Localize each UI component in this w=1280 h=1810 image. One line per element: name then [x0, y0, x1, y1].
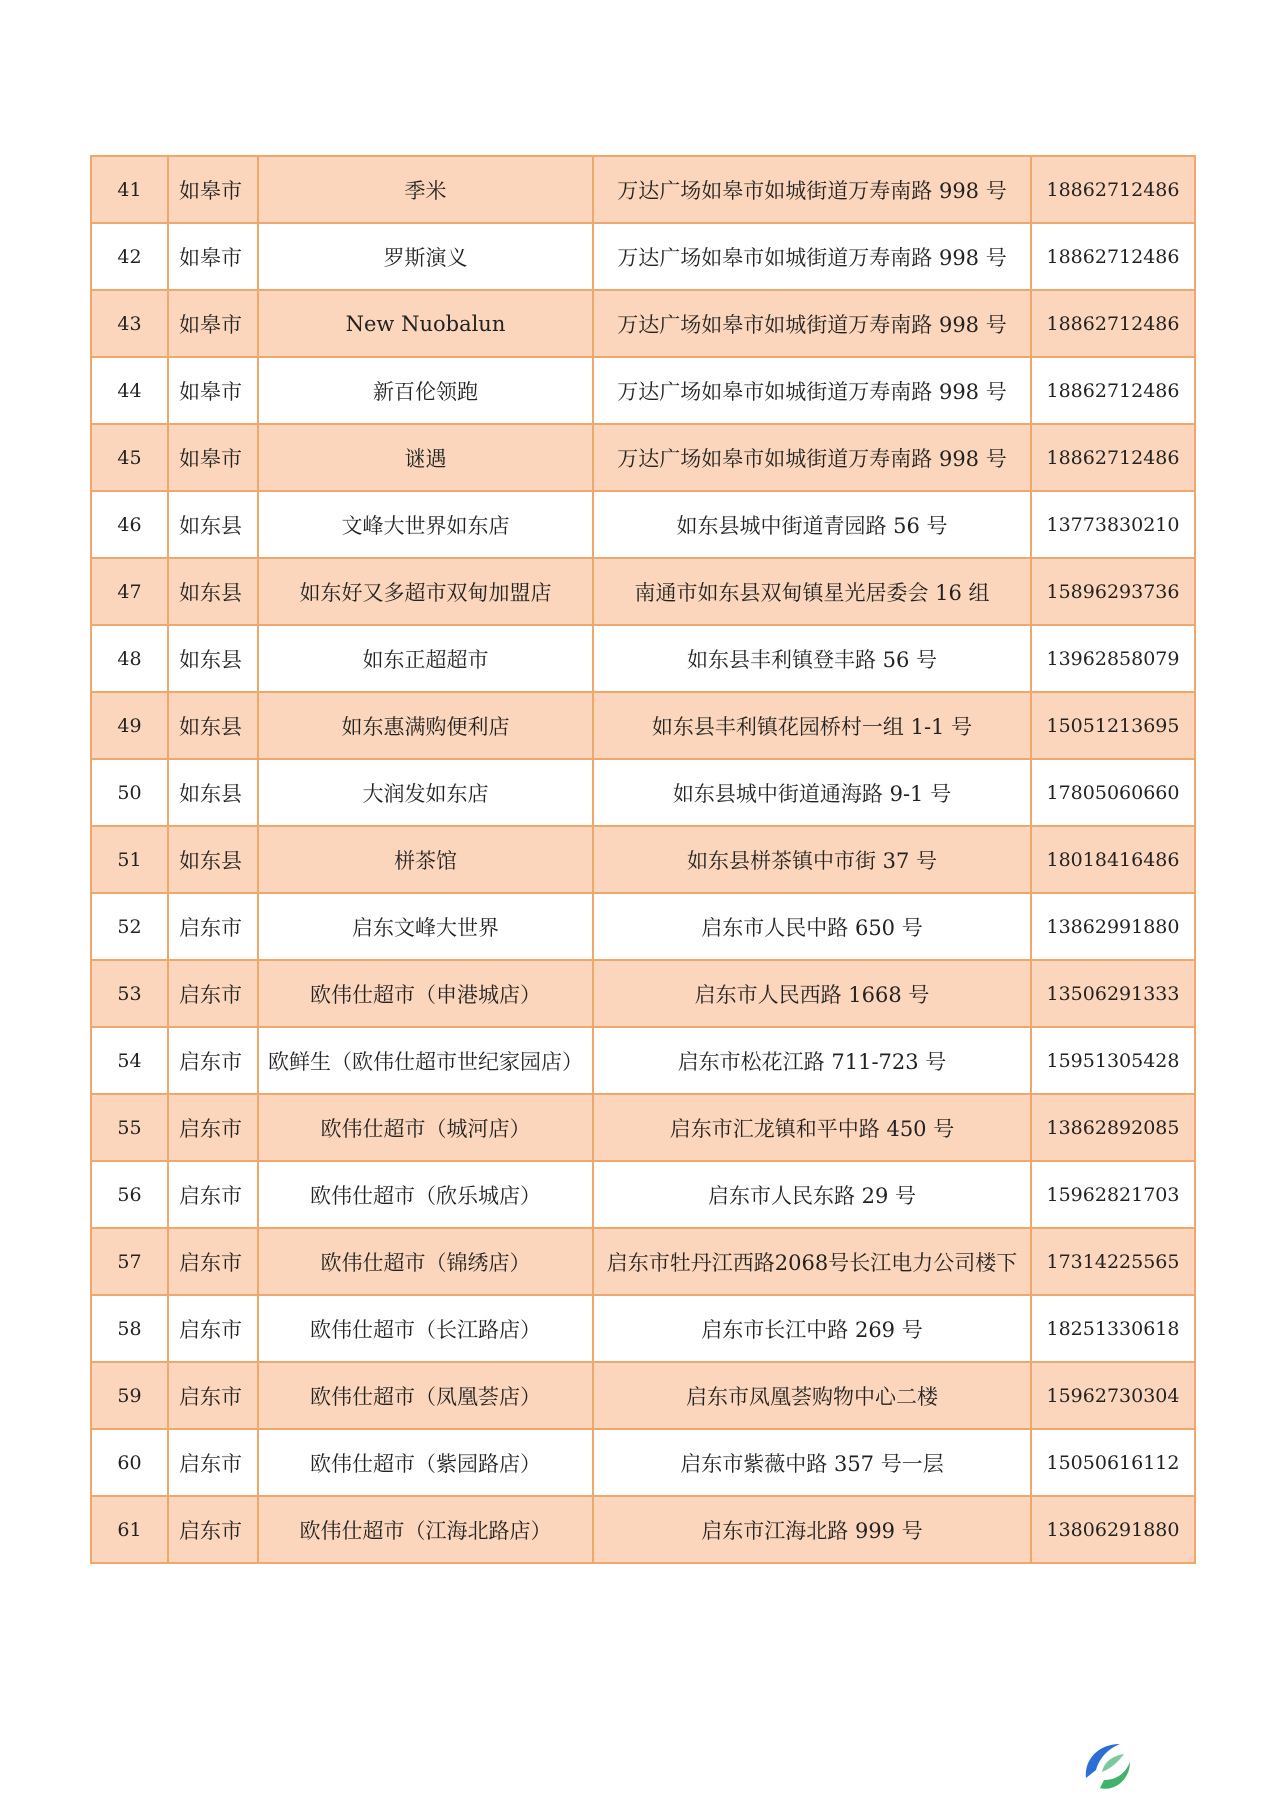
- row-number: 45: [91, 424, 168, 491]
- row-number: 59: [91, 1362, 168, 1429]
- logo-inner-leaf: [1102, 1754, 1124, 1772]
- row-city: 启东市: [168, 1362, 258, 1429]
- table-row: [91, 424, 1195, 491]
- row-city: 如皋市: [168, 223, 258, 290]
- row-address: 万达广场如皋市如城街道万寿南路 998 号: [593, 290, 1031, 357]
- row-store-name: New Nuobalun: [258, 290, 593, 357]
- row-city: 如东县: [168, 558, 258, 625]
- row-city: 启东市: [168, 960, 258, 1027]
- row-address: 启东市牡丹江西路2068号长江电力公司楼下: [593, 1228, 1031, 1295]
- row-city: 如东县: [168, 826, 258, 893]
- table-row: [91, 1027, 1195, 1094]
- row-store-name: 欧伟仕超市（申港城店）: [258, 960, 593, 1027]
- row-phone: 15051213695: [1031, 692, 1195, 759]
- row-number: 58: [91, 1295, 168, 1362]
- row-address: 如东县丰利镇花园桥村一组 1-1 号: [593, 692, 1031, 759]
- row-phone: 15050616112: [1031, 1429, 1195, 1496]
- row-city: 启东市: [168, 1161, 258, 1228]
- table-row: [91, 290, 1195, 357]
- row-city: 如东县: [168, 625, 258, 692]
- table-row: [91, 156, 1195, 223]
- row-city: 如东县: [168, 759, 258, 826]
- row-address: 万达广场如皋市如城街道万寿南路 998 号: [593, 424, 1031, 491]
- row-phone: 18251330618: [1031, 1295, 1195, 1362]
- row-store-name: 文峰大世界如东店: [258, 491, 593, 558]
- row-city: 启东市: [168, 1496, 258, 1563]
- row-city: 启东市: [168, 1295, 258, 1362]
- row-number: 41: [91, 156, 168, 223]
- row-number: 56: [91, 1161, 168, 1228]
- row-phone: 17314225565: [1031, 1228, 1195, 1295]
- row-number: 46: [91, 491, 168, 558]
- row-store-name: 欧伟仕超市（凤凰荟店）: [258, 1362, 593, 1429]
- store-table: [90, 155, 1196, 1564]
- row-store-name: 欧伟仕超市（长江路店）: [258, 1295, 593, 1362]
- row-phone: 13962858079: [1031, 625, 1195, 692]
- row-phone: 18862712486: [1031, 357, 1195, 424]
- row-number: 48: [91, 625, 168, 692]
- row-phone: 18862712486: [1031, 290, 1195, 357]
- row-phone: 15896293736: [1031, 558, 1195, 625]
- row-phone: 18862712486: [1031, 424, 1195, 491]
- row-store-name: 季米: [258, 156, 593, 223]
- row-address: 如东县栟茶镇中市街 37 号: [593, 826, 1031, 893]
- row-city: 如皋市: [168, 290, 258, 357]
- row-number: 53: [91, 960, 168, 1027]
- row-store-name: 栟茶馆: [258, 826, 593, 893]
- row-city: 启东市: [168, 1094, 258, 1161]
- row-store-name: 启东文峰大世界: [258, 893, 593, 960]
- row-store-name: 欧伟仕超市（江海北路店）: [258, 1496, 593, 1563]
- row-phone: 13862991880: [1031, 893, 1195, 960]
- row-city: 如东县: [168, 692, 258, 759]
- table-row: [91, 1228, 1195, 1295]
- table-row: [91, 1362, 1195, 1429]
- table-row: [91, 692, 1195, 759]
- row-phone: 15962821703: [1031, 1161, 1195, 1228]
- table-row: [91, 357, 1195, 424]
- table-row: [91, 1094, 1195, 1161]
- row-number: 43: [91, 290, 168, 357]
- table-row: [91, 759, 1195, 826]
- row-address: 启东市人民中路 650 号: [593, 893, 1031, 960]
- table-row: [91, 960, 1195, 1027]
- row-number: 44: [91, 357, 168, 424]
- row-address: 启东市汇龙镇和平中路 450 号: [593, 1094, 1031, 1161]
- table-row: [91, 1429, 1195, 1496]
- table-row: [91, 1295, 1195, 1362]
- row-city: 如东县: [168, 491, 258, 558]
- row-city: 启东市: [168, 1228, 258, 1295]
- row-store-name: 如东惠满购便利店: [258, 692, 593, 759]
- table-row: [91, 893, 1195, 960]
- row-address: 万达广场如皋市如城街道万寿南路 998 号: [593, 357, 1031, 424]
- row-store-name: 谜遇: [258, 424, 593, 491]
- row-city: 如皋市: [168, 357, 258, 424]
- row-phone: 13862892085: [1031, 1094, 1195, 1161]
- leaf-logo-icon: [1080, 1738, 1136, 1794]
- row-address: 万达广场如皋市如城街道万寿南路 998 号: [593, 223, 1031, 290]
- row-store-name: 欧伟仕超市（紫园路店）: [258, 1429, 593, 1496]
- table-row: [91, 1496, 1195, 1563]
- row-store-name: 大润发如东店: [258, 759, 593, 826]
- row-city: 启东市: [168, 1429, 258, 1496]
- row-phone: 17805060660: [1031, 759, 1195, 826]
- row-phone: 18862712486: [1031, 223, 1195, 290]
- row-number: 42: [91, 223, 168, 290]
- table-row: [91, 1161, 1195, 1228]
- row-address: 万达广场如皋市如城街道万寿南路 998 号: [593, 156, 1031, 223]
- row-city: 如皋市: [168, 424, 258, 491]
- row-store-name: 如东正超超市: [258, 625, 593, 692]
- row-phone: 13773830210: [1031, 491, 1195, 558]
- row-number: 47: [91, 558, 168, 625]
- row-number: 51: [91, 826, 168, 893]
- row-phone: 13506291333: [1031, 960, 1195, 1027]
- row-address: 如东县城中街道通海路 9-1 号: [593, 759, 1031, 826]
- row-store-name: 欧伟仕超市（欣乐城店）: [258, 1161, 593, 1228]
- table-row: [91, 558, 1195, 625]
- row-phone: 18018416486: [1031, 826, 1195, 893]
- row-address: 启东市人民东路 29 号: [593, 1161, 1031, 1228]
- row-store-name: 新百伦领跑: [258, 357, 593, 424]
- table-row: [91, 491, 1195, 558]
- row-store-name: 罗斯演义: [258, 223, 593, 290]
- row-address: 启东市长江中路 269 号: [593, 1295, 1031, 1362]
- store-table-body: [91, 156, 1195, 1563]
- row-number: 57: [91, 1228, 168, 1295]
- row-number: 49: [91, 692, 168, 759]
- row-phone: 13806291880: [1031, 1496, 1195, 1563]
- table-row: [91, 625, 1195, 692]
- row-store-name: 如东好又多超市双甸加盟店: [258, 558, 593, 625]
- row-address: 如东县丰利镇登丰路 56 号: [593, 625, 1031, 692]
- row-number: 54: [91, 1027, 168, 1094]
- row-phone: 18862712486: [1031, 156, 1195, 223]
- row-address: 启东市凤凰荟购物中心二楼: [593, 1362, 1031, 1429]
- row-number: 61: [91, 1496, 168, 1563]
- row-address: 南通市如东县双甸镇星光居委会 16 组: [593, 558, 1031, 625]
- row-number: 60: [91, 1429, 168, 1496]
- row-city: 启东市: [168, 893, 258, 960]
- row-address: 启东市人民西路 1668 号: [593, 960, 1031, 1027]
- row-address: 如东县城中街道青园路 56 号: [593, 491, 1031, 558]
- table-row: [91, 826, 1195, 893]
- row-address: 启东市松花江路 711-723 号: [593, 1027, 1031, 1094]
- row-store-name: 欧鲜生（欧伟仕超市世纪家园店）: [258, 1027, 593, 1094]
- row-number: 52: [91, 893, 168, 960]
- row-store-name: 欧伟仕超市（城河店）: [258, 1094, 593, 1161]
- row-phone: 15951305428: [1031, 1027, 1195, 1094]
- row-address: 启东市紫薇中路 357 号一层: [593, 1429, 1031, 1496]
- row-city: 启东市: [168, 1027, 258, 1094]
- row-number: 55: [91, 1094, 168, 1161]
- row-phone: 15962730304: [1031, 1362, 1195, 1429]
- row-store-name: 欧伟仕超市（锦绣店）: [258, 1228, 593, 1295]
- row-city: 如皋市: [168, 156, 258, 223]
- row-number: 50: [91, 759, 168, 826]
- row-address: 启东市江海北路 999 号: [593, 1496, 1031, 1563]
- table-row: [91, 223, 1195, 290]
